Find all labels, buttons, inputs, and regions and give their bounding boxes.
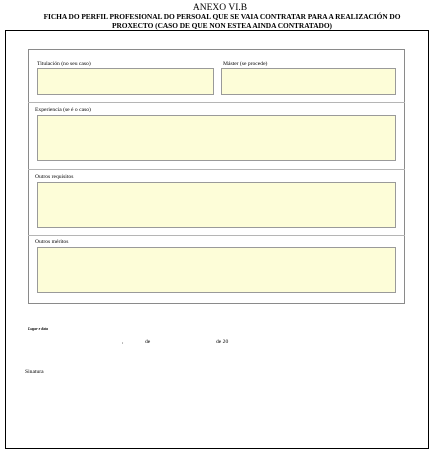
place-date-label: Lugar e data [28, 327, 49, 331]
section-divider [28, 102, 405, 103]
master-field[interactable] [221, 68, 396, 95]
section-divider [28, 235, 405, 236]
document-heading [30, 13, 414, 30]
document-heading-line-2: PROXECTO (CASO DE QUE NON ESTEA AINDA CONTRATADO) [112, 20, 332, 30]
titulacion-label: Titulación (no seu caso) [37, 61, 91, 67]
master-label: Máster (se procede) [223, 61, 268, 67]
place-date-de-1: de [145, 339, 151, 345]
titulacion-field[interactable] [37, 68, 214, 95]
outros-requisitos-label: Outros requisitos [35, 174, 74, 180]
outros-requisitos-field[interactable] [37, 182, 396, 228]
section-divider [28, 169, 405, 170]
place-date-comma: , [122, 339, 124, 345]
outros-meritos-label: Outros méritos [35, 239, 69, 245]
place-date-de-2: de 20 [216, 339, 229, 345]
document-heading-line-1: FICHA DO PERFIL PROFESIONAL DO PERSOAL QUE SE VAIA CONTRATAR PARA A REALIZACIÓN DO [43, 12, 401, 21]
outros-meritos-field[interactable] [37, 247, 396, 293]
annex-title: ANEXO VI.B [192, 3, 248, 13]
experiencia-label: Experiencia (se é o caso) [35, 107, 91, 113]
experiencia-field[interactable] [37, 115, 396, 161]
signature-label: Sinatura [25, 369, 44, 375]
